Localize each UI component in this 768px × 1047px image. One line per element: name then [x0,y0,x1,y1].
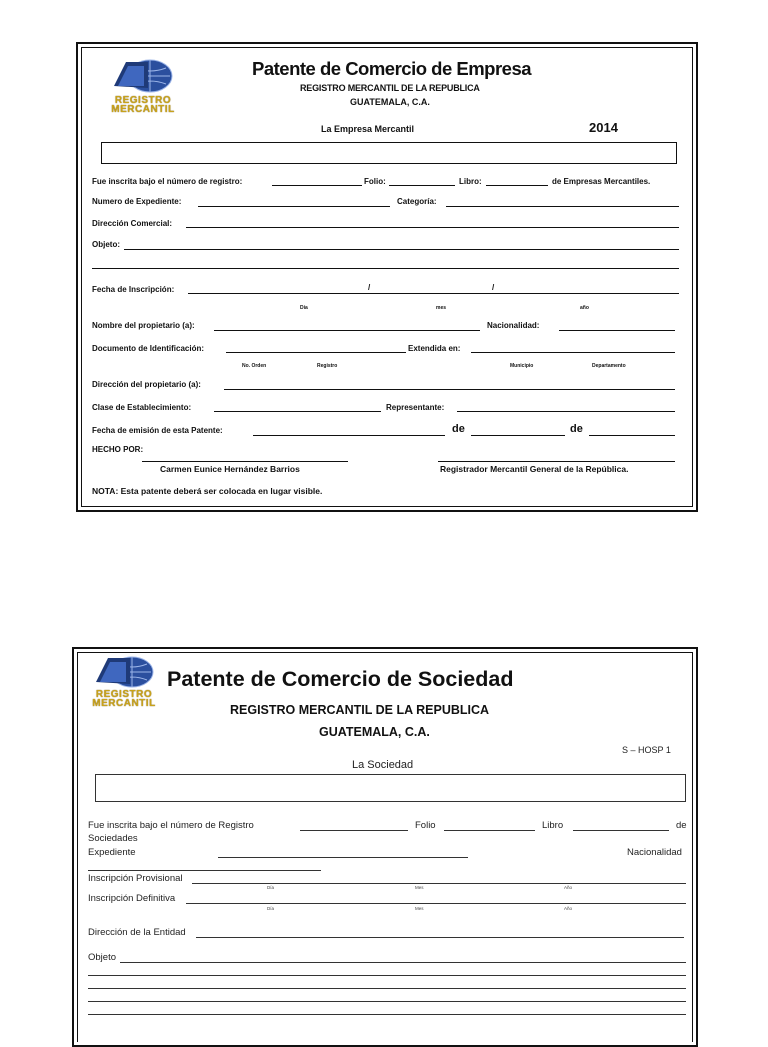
registro-numero-label: Fue inscrita bajo el número de Registro [88,820,254,831]
documento-label: Documento de Identificación: [92,344,205,353]
objeto-label: Objeto [88,952,116,963]
fecha-inscripcion-label: Fecha de Inscripción: [92,285,175,294]
expediente-field[interactable] [218,857,468,858]
folio-label: Folio [415,820,436,831]
dia-caption: Día [300,305,308,311]
folio-field[interactable] [389,185,455,186]
form-subtitle-registro: REGISTRO MERCANTIL DE LA REPUBLICA [230,703,490,717]
nacionalidad-field[interactable] [559,330,675,331]
expediente-field[interactable] [198,206,390,207]
categoria-label: Categoría: [397,197,437,206]
libro-label: Libro [542,820,564,831]
objeto-field-line4[interactable] [88,1001,686,1002]
direccion-propietario-label: Dirección del propietario (a): [92,380,201,389]
year-label: 2014 [589,120,618,135]
registro-numero-label: Fue inscrita bajo el número de registro: [92,177,243,186]
firma-hecho-por-line [142,461,348,462]
municipio-caption: Municipio [510,363,534,369]
de-label: de [452,423,465,435]
firma-registrador-line [438,461,675,462]
folio-label: Folio: [364,177,386,186]
date-slash: / [492,283,495,292]
objeto-field-line5[interactable] [88,1014,686,1015]
expediente-label: Expediente [88,847,136,858]
date-slash: / [368,283,371,292]
inscripcion-provisional-label: Inscripción Provisional [88,873,183,884]
empresa-mercantil-label: La Empresa Mercantil [321,124,415,134]
objeto-field[interactable] [124,249,679,250]
fecha-emision-anio-field[interactable] [589,435,675,436]
direccion-comercial-field[interactable] [186,227,679,228]
representante-label: Representante: [386,403,445,412]
nota-text: NOTA: Esta patente deberá ser colocada en lugar visible. [92,486,323,496]
registrador-cargo: Registrador Mercantil General de la República. [440,464,629,474]
libro-field[interactable] [486,185,548,186]
form-subtitle-guatemala: GUATEMALA, C.A. [319,725,430,739]
extendida-field[interactable] [471,352,675,353]
folio-field[interactable] [444,830,535,831]
direccion-propietario-field[interactable] [224,389,675,390]
no-orden-caption: No. Orden [242,363,267,369]
empresa-name-field[interactable] [101,142,677,164]
registro-numero-field[interactable] [300,830,408,831]
objeto-field-line3[interactable] [88,988,686,989]
anio-caption: Año [564,885,573,890]
firmante-nombre: Carmen Eunice Hernández Barrios [160,464,300,474]
direccion-entidad-label: Dirección de la Entidad [88,927,186,938]
form-title: Patente de Comercio de Empresa [252,58,532,79]
nacionalidad-label: Nacionalidad [627,847,682,858]
representante-field[interactable] [457,411,675,412]
objeto-field-line2[interactable] [92,268,679,269]
de-label: de [570,423,583,435]
anio-caption: año [580,305,589,311]
fecha-emision-dia-field[interactable] [253,435,445,436]
fecha-emision-label: Fecha de emisión de esta Patente: [92,426,223,435]
form-inner-border [81,47,693,507]
propietario-field[interactable] [214,330,480,331]
objeto-field[interactable] [120,962,686,963]
clase-establecimiento-field[interactable] [214,411,381,412]
anio-caption: Año [564,906,573,911]
registro-numero-field[interactable] [272,185,362,186]
form-subtitle-registro: REGISTRO MERCANTIL DE LA REPUBLICA [300,83,480,93]
dia-caption: Día [267,885,275,890]
objeto-label: Objeto: [92,240,120,249]
inscripcion-definitiva-label: Inscripción Definitiva [88,893,176,904]
mes-caption: Mes [415,885,424,890]
direccion-comercial-label: Dirección Comercial: [92,219,173,228]
sociedad-label: La Sociedad [352,759,414,771]
registro-mercantil-logo-icon [108,56,178,98]
form-subtitle-guatemala: GUATEMALA, C.A. [350,97,430,107]
form-code: S – HOSP 1 [622,745,671,755]
de-label: de [676,820,687,831]
registro-mercantil-logo-icon [90,653,158,693]
dia-caption: Día [267,906,275,911]
nacionalidad-label: Nacionalidad: [487,321,540,330]
logo-text-line2: MERCANTIL [111,104,175,115]
departamento-caption: Departamento [592,363,626,369]
propietario-label: Nombre del propietario (a): [92,321,195,330]
empresas-mercantiles-label: de Empresas Mercantiles. [552,177,651,186]
direccion-entidad-field[interactable] [196,937,684,938]
mes-caption: Mes [415,906,424,911]
nacionalidad-field[interactable] [88,870,321,871]
logo-text-line2: MERCANTIL [92,698,156,709]
inscripcion-provisional-field[interactable] [192,883,686,884]
sociedades-label: Sociedades [88,833,138,844]
expediente-label: Numero de Expediente: [92,197,182,206]
registro-caption: Registro [317,363,338,369]
logo-text-line1: REGISTRO [95,689,153,700]
categoria-field[interactable] [446,206,679,207]
form-title: Patente de Comercio de Sociedad [167,667,514,691]
fecha-emision-mes-field[interactable] [471,435,565,436]
logo-text-line1: REGISTRO [114,95,172,106]
clase-establecimiento-label: Clase de Establecimiento: [92,403,192,412]
mes-caption: mes [436,305,447,311]
documento-field[interactable] [226,352,406,353]
libro-field[interactable] [573,830,669,831]
inscripcion-definitiva-field[interactable] [186,903,686,904]
hecho-por-label: HECHO POR: [92,445,144,454]
sociedad-name-field[interactable] [95,774,686,802]
objeto-field-line2[interactable] [88,975,686,976]
fecha-inscripcion-field[interactable] [188,293,679,294]
libro-label: Libro: [459,177,482,186]
extendida-label: Extendida en: [408,344,461,353]
